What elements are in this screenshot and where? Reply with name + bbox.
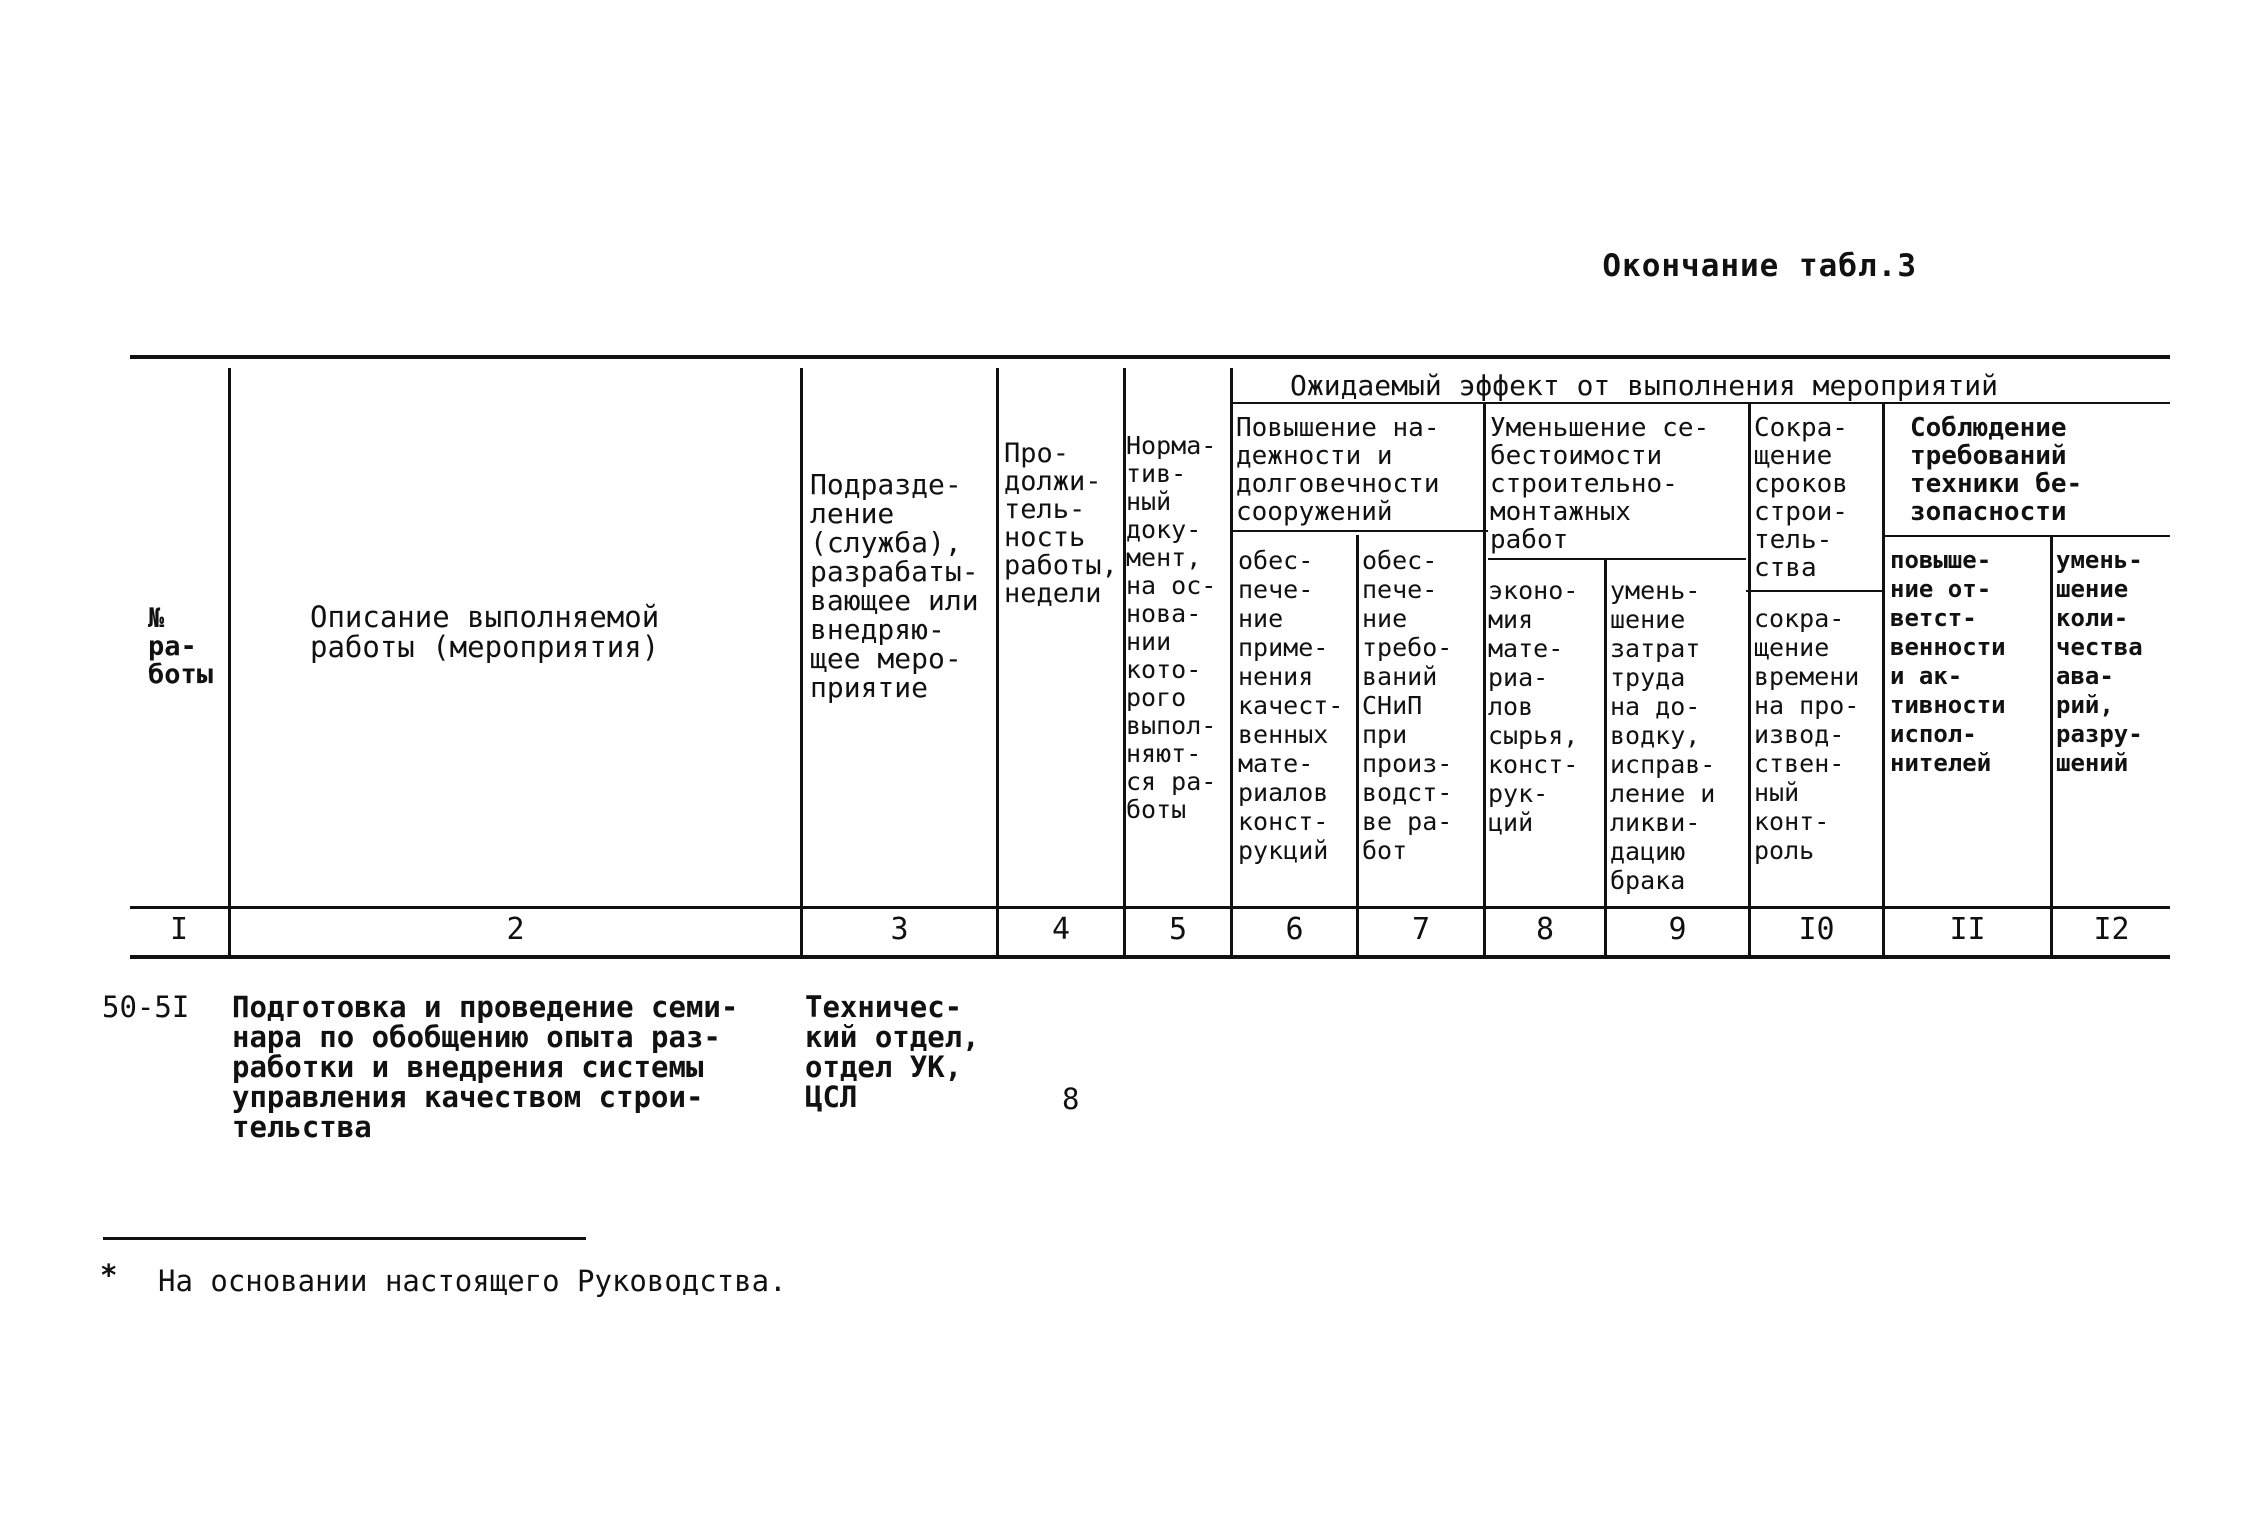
header-expected-effect: Ожидаемый эффект от выполнения мероприятий [1290,369,1999,402]
header-bottom-rule [130,906,2170,909]
column-number: 6 [1285,912,1304,947]
header-col6: обес- пече- ние приме- нения качест- венных мате- риалов конст- рукций [1238,546,1344,865]
row-number: 50-5I [102,990,190,1024]
header-normative-doc: Норма- тив- ный доку- мент, на ос- нова- нии кото- рого выпол- няют- ся ра- боты [1126,431,1217,824]
effect-rule [1230,402,2170,404]
column-number: 5 [1168,912,1188,947]
header-col11: повыше- ние от- ветст- венности и ак- тивности испол- нителей [1890,546,2006,777]
row-description: Подготовка и проведение семи- нара по обобщению опыта раз- работки и внедрения системы управления качеством строи- тельства [232,990,739,1144]
column-number: II [1949,912,1986,947]
header-work-number: № ра- боты [148,603,214,690]
footnote-rule [103,1237,586,1240]
col-divider-10 [1882,404,1885,958]
column-number: I0 [1798,912,1835,947]
safety-rule [1882,535,2170,537]
col-divider-11 [2050,537,2053,958]
col-divider-8 [1604,560,1607,958]
column-number: 8 [1535,912,1555,947]
reliability-rule [1230,530,1488,532]
column-number: 2 [506,912,525,947]
column-number: 4 [1051,912,1071,947]
header-group-time: Сокра- щение сроков строи- тель- ства [1754,413,1848,583]
row-duration: 8 [1062,1082,1080,1116]
row-department: Техничес- кий отдел, отдел УК, ЦСЛ [805,990,980,1114]
col-divider-2 [800,368,803,958]
col-divider-9 [1748,404,1751,958]
header-description: Описание выполняемой работы (мероприятия) [310,600,660,664]
column-number: 3 [890,912,909,947]
header-col7: обес- пече- ние требо- ваний СНиП при произ- водст- ве ра- бот [1362,546,1453,865]
col-divider-6 [1356,535,1359,958]
header-group-safety: Соблюдение требований техники бе- зопасности [1910,413,2083,527]
col-divider-7 [1483,404,1486,958]
col-divider-1 [228,368,231,958]
column-number: I2 [2093,912,2130,947]
header-col10: сокра- щение времени на про- извод- ствен- ный конт- роль [1754,604,1860,865]
column-number: 7 [1411,912,1431,947]
footnote-text: На основании настоящего Руководства. [158,1264,787,1298]
header-col8: эконо- мия мате- риа- лов сырья, конст- рук- ций [1488,576,1579,837]
header-duration: Про- должи- тель- ность работы, недели [1004,438,1118,609]
col-divider-5 [1230,368,1233,958]
cost-rule [1488,558,1746,560]
header-col12: умень- шение коли- чества ава- рий, разру- шений [2056,546,2143,777]
table-top-rule [130,355,2170,359]
header-group-cost: Уменьшение се- бестоимости строительно- монтажных работ [1490,413,1710,555]
time-rule [1746,590,1882,592]
header-group-reliability: Повышение на- дежности и долговечности сооружений [1236,413,1440,527]
column-number: 9 [1668,912,1687,947]
numbers-bottom-rule [130,955,2170,959]
column-number: I [169,912,189,947]
header-department: Подразде- ление (служба), разрабаты- вающее или внедряю- щее меро- приятие [810,468,979,704]
footnote-mark: * [100,1258,118,1292]
table-caption: Окончание табл.3 [1602,248,1917,284]
col-divider-3 [996,368,999,958]
header-col9: умень- шение затрат труда на до- водку, исправ- ление и ликви- дацию брака [1610,576,1716,895]
